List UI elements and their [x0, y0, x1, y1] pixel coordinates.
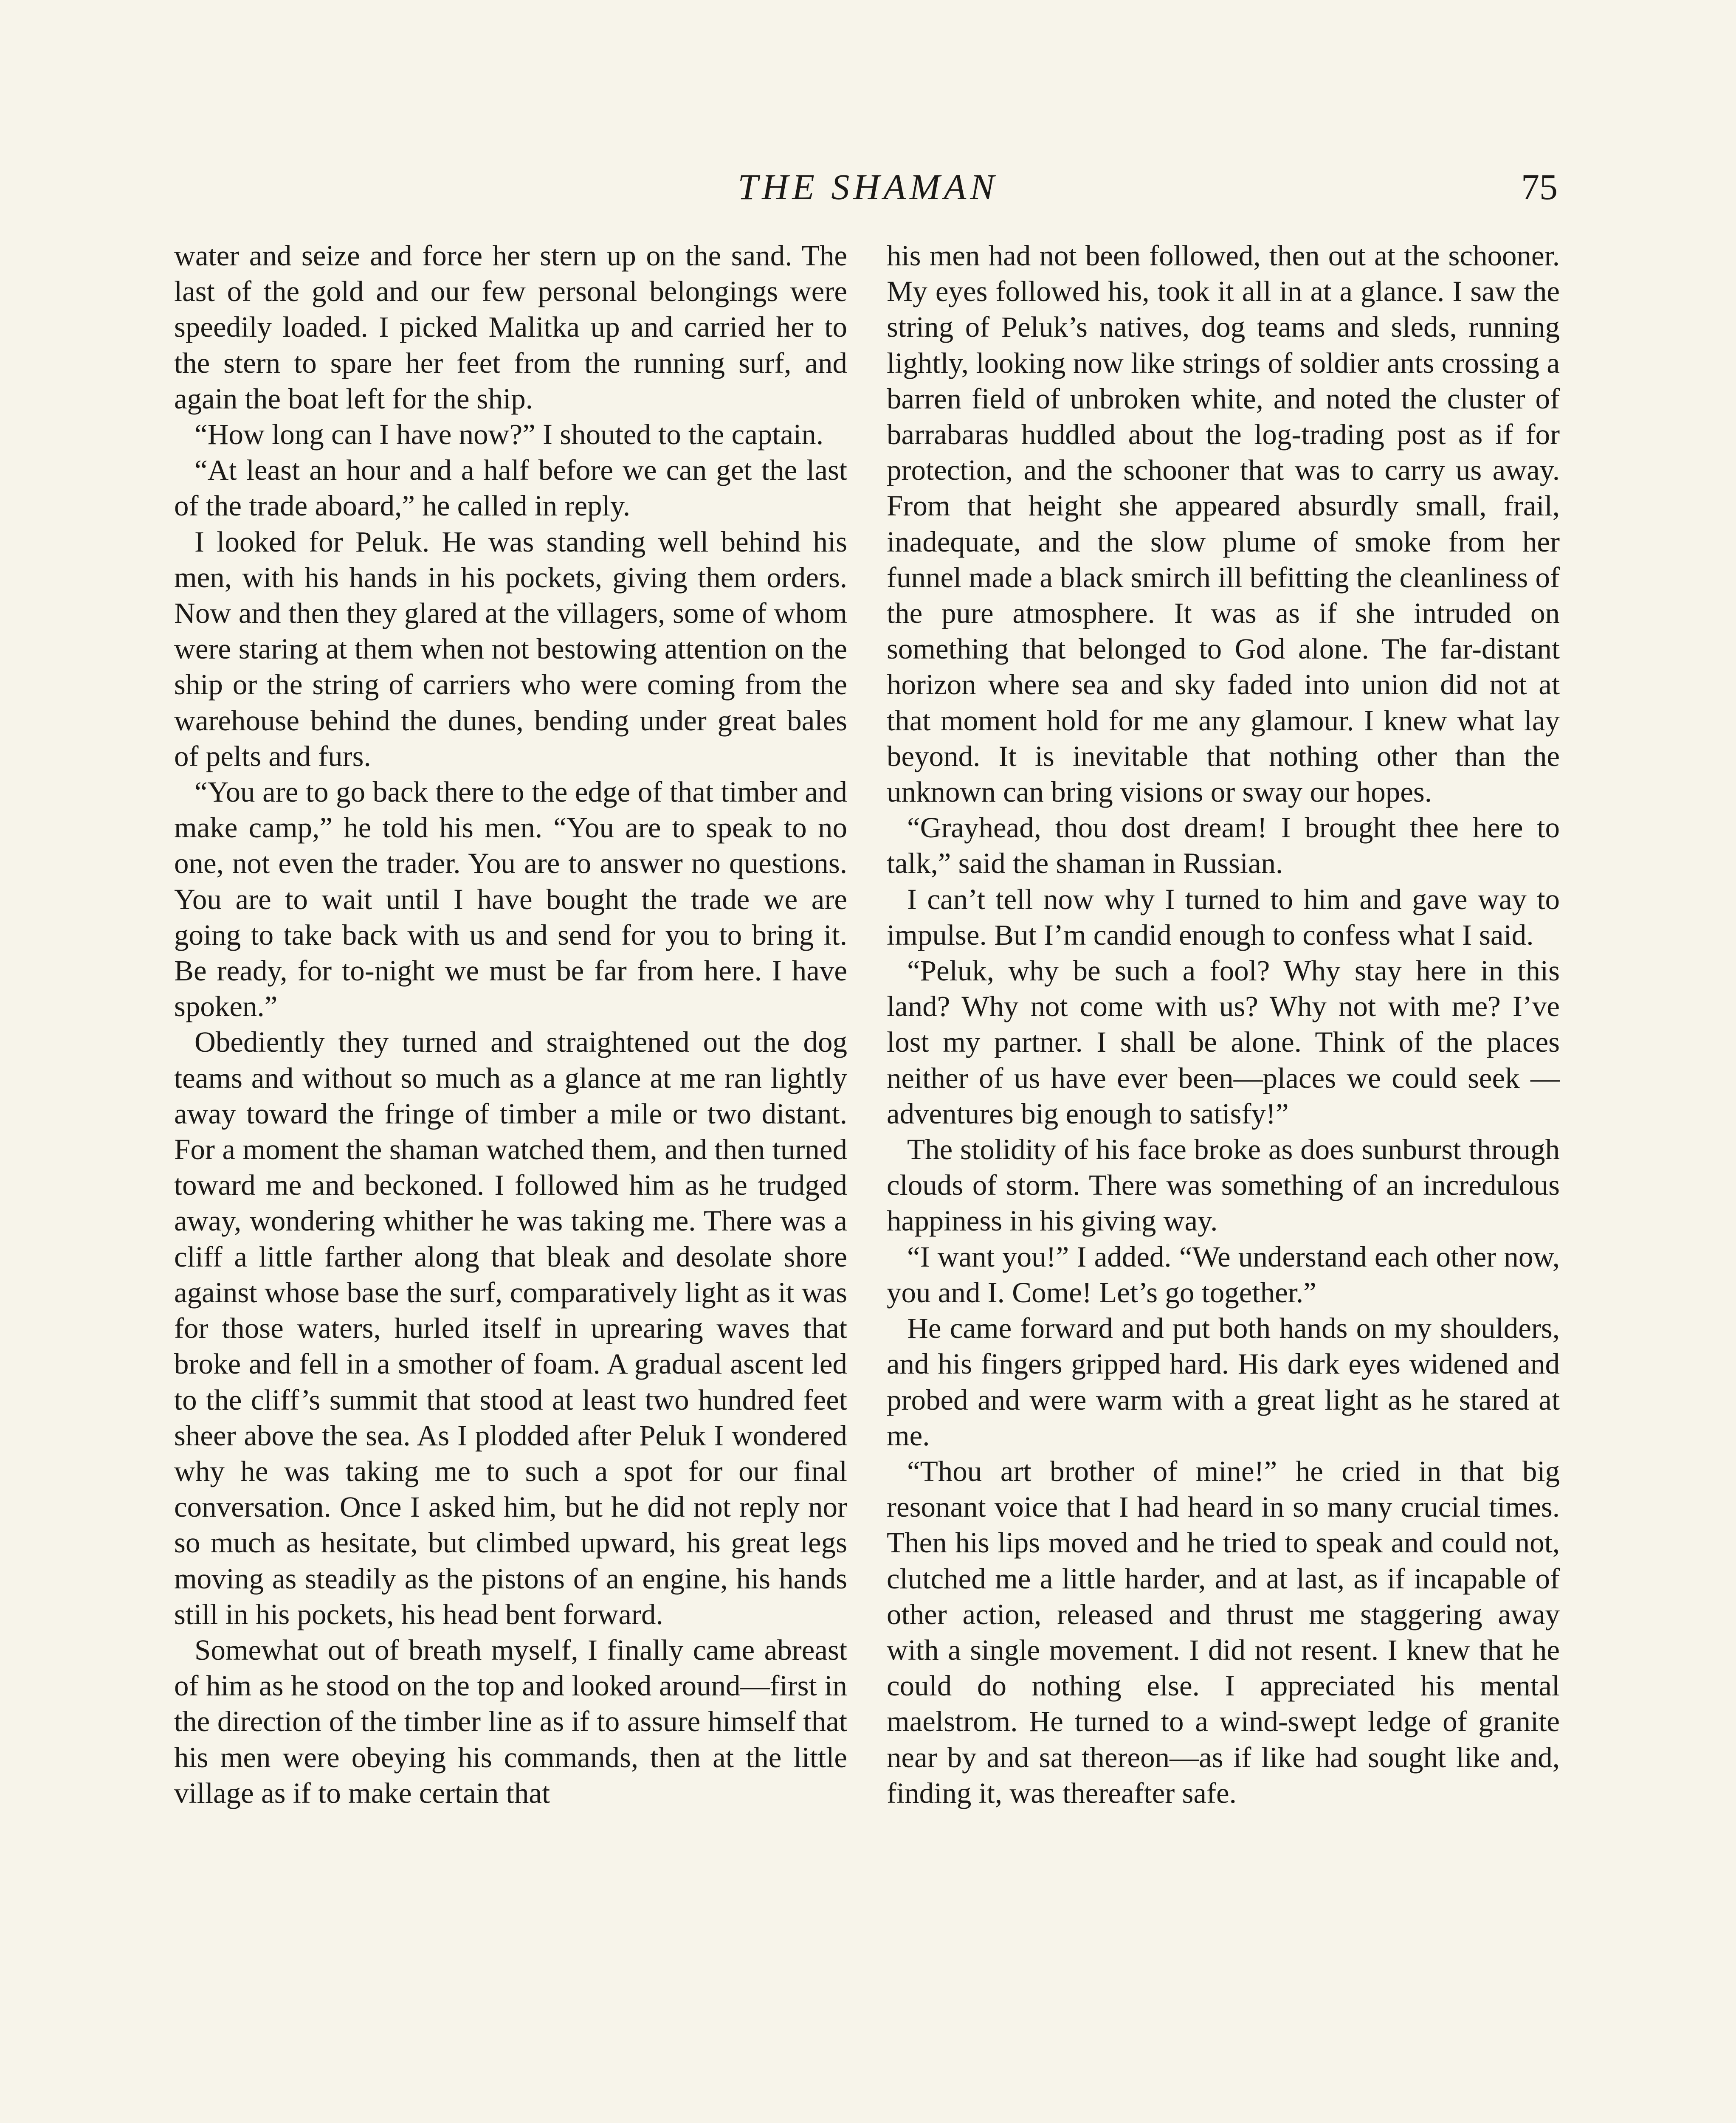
paragraph: his men had not been followed, then out at the schooner. My eyes followed his, took it all in at a glance. I saw the string of Peluk’s natives, dog teams and sleds, running lightly, looking now like strings of soldier ants crossing a barren field of unbroken white, and noted the cluster of barrabaras huddled about the log-trading post as if for protection, and the schooner that was to carry us away. From that height she appeared absurdly small, frail, inadequate, and the slow plume of smoke from her funnel made a black smirch ill befitting the cleanliness of the pure atmosphere. It was as if she intruded on something that belonged to God alone. The far-distant horizon where sea and sky faded into union did not at that moment hold for me any glamour. I knew what lay beyond. It is inevitable that nothing other than the unknown can bring visions or sway our hopes. [887, 239, 1560, 808]
right-column [887, 238, 1560, 2123]
paragraph: “Thou art brother of mine!” he cried in that big resonant voice that I had heard in so many crucial times. Then his lips moved and he tried to speak and could not, clutched me a little harder, and at last, as if incapable of other action, released and thrust me staggering away with a single movement. I did not resent. I knew that he could do nothing else. I appreciated his mental maelstrom. He turned to a wind-swept ledge of granite near by and sat thereon—as if like had sought like and, finding it, was thereafter safe. [887, 1455, 1560, 1809]
left-column [174, 238, 847, 2123]
paragraph: “I want you!” I added. “We understand each other now, you and I. Come! Let’s go together.” [887, 1240, 1560, 1309]
paragraph: “Grayhead, thou dost dream! I brought thee here to talk,” said the shaman in Russian. [887, 811, 1560, 880]
paragraph: “How long can I have now?” I shouted to the captain. [194, 418, 824, 451]
paragraph: water and seize and force her stern up on the sand. The last of the gold and our few personal belongings were speedily loaded. I picked Malitka up and carried her to the stern to spare her feet from the running surf, and again the boat left for the ship. [174, 239, 847, 415]
paragraph: “Peluk, why be such a fool? Why stay here in this land? Why not come with us? Why not with me? I’ve lost my partner. I shall be alone. Think of the places neither of us have ever been—places we could seek —adventures big enough to satisfy!” [887, 955, 1560, 1130]
paragraph: Somewhat out of breath myself, I finally came abreast of him as he stood on the top and looked around—first in the direction of the timber line as if to assure himself that his men were obeying his commands, then at the little village as if to make certain that [174, 1633, 847, 1809]
paragraph: I looked for Peluk. He was standing well behind his men, with his hands in his pockets, giving them orders. Now and then they glared at the villagers, some of whom were staring at them when not bestowing attention on the ship or the string of carriers who were coming from the warehouse behind the dunes, bending under great bales of pelts and furs. [174, 525, 847, 772]
page-number: 75 [1521, 166, 1558, 207]
paragraph: Obediently they turned and straightened out the dog teams and without so much as a glance at me ran lightly away toward the fringe of timber a mile or two distant. For a moment the shaman watched them, and then turned toward me and beckoned. I followed him as he trudged away, wondering whither he was taking me. There was a cliff a little farther along that bleak and desolate shore against whose base the surf, comparatively light as it was for those waters, hurled itself in uprearing waves that broke and fell in a smother of foam. A gradual ascent led to the cliff’s summit that stood at least two hundred feet sheer above the sea. As I plodded after Peluk I wondered why he was taking me to such a spot for our final conversation. Once I asked him, but he did not reply nor so much as hesitate, but climbed upward, his great legs moving as steadily as the pistons of an engine, his hands still in his pockets, his head bent forward. [174, 1026, 847, 1630]
paragraph: The stolidity of his face broke as does sunburst through clouds of storm. There was something of an incredulous happiness in his giving way. [887, 1133, 1560, 1237]
paragraph: He came forward and put both hands on my shoulders, and his fingers gripped hard. His dark eyes widened and probed and were warm with a great light as he stared at me. [887, 1312, 1560, 1452]
paragraph: I can’t tell now why I turned to him and gave way to impulse. But I’m candid enough to confess what I said. [887, 883, 1560, 951]
paragraph: “You are to go back there to the edge of that timber and make camp,” he told his men. “You are to speak to no one, not even the trader. You are to answer no questions. You are to wait until I have bought the trade we are going to take back with us and send for you to bring it. Be ready, for to-night we must be far from here. I have spoken.” [174, 776, 847, 1023]
running-title: THE SHAMAN [738, 166, 998, 207]
paragraph: “At least an hour and a half before we can get the last of the trade aboard,” he called in reply. [174, 454, 847, 522]
page-header [0, 163, 1736, 214]
